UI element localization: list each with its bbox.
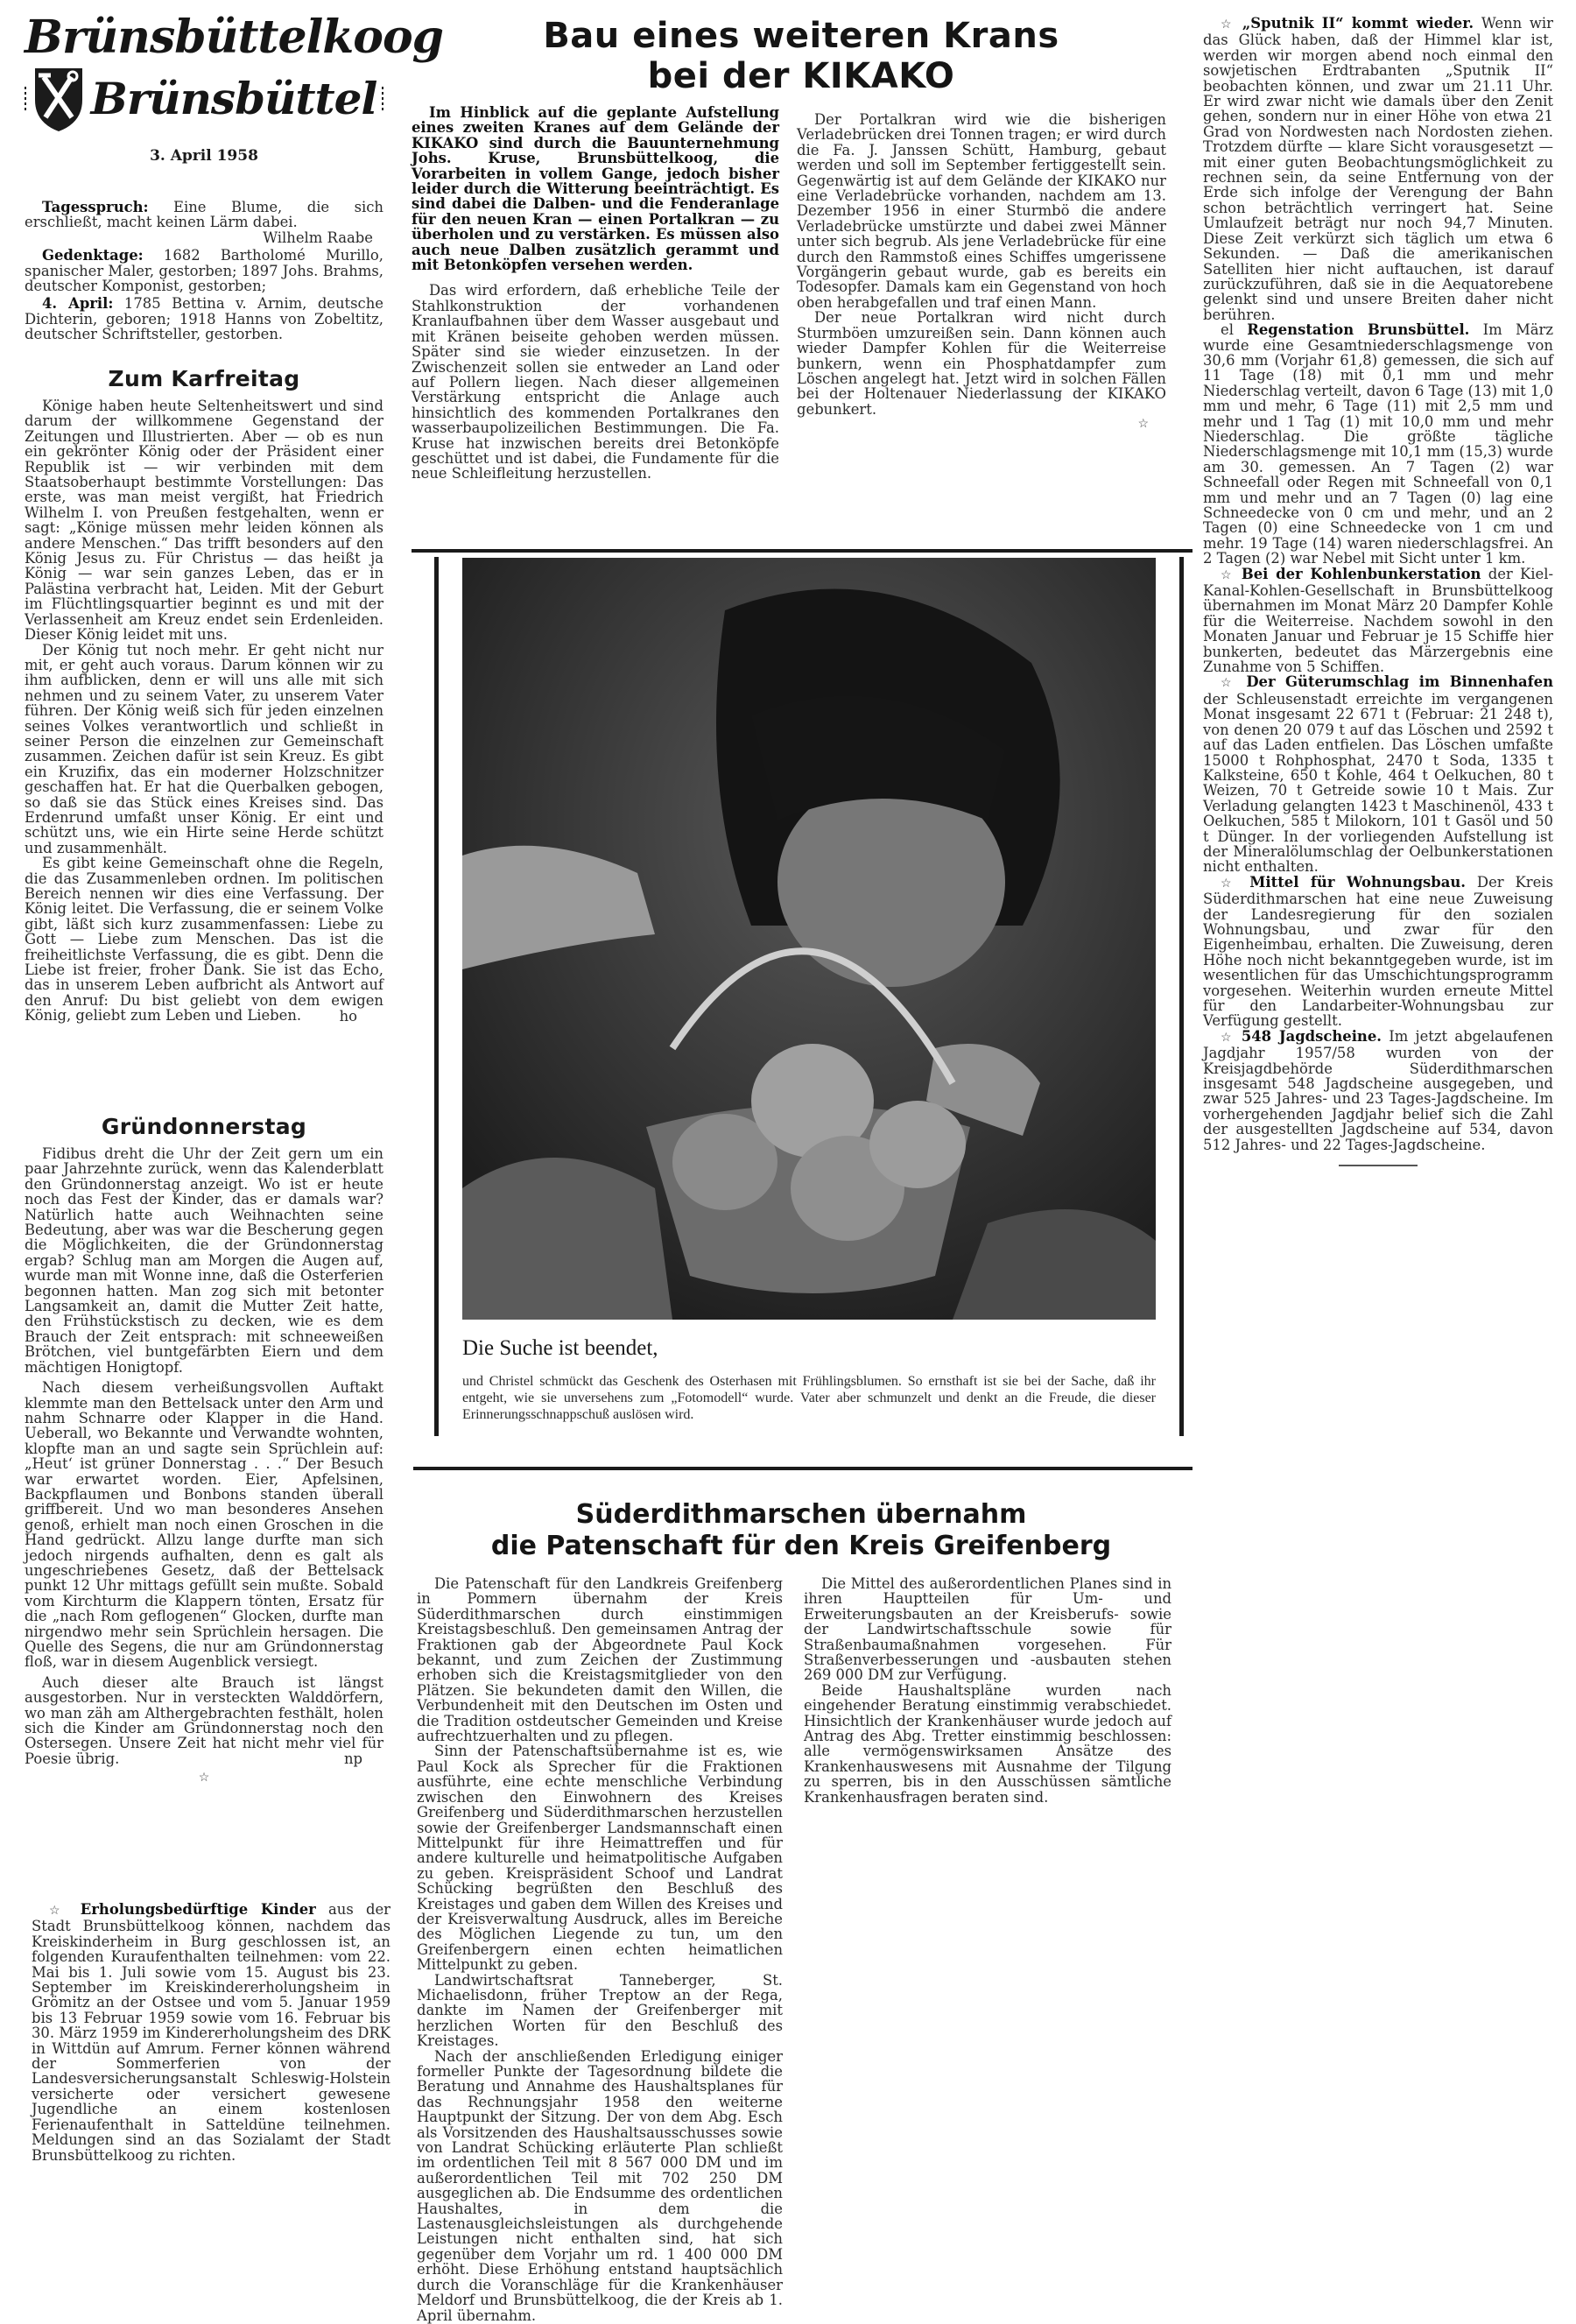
paragraph: Die Mittel des außerordentlichen Planes sind in ihren Hauptteilen für Um- und Erweiterungsbauten an der Kreisberufs- sowie der Landwirtschaftsschule sowie für Straßenbaumaßnahmen vorgesehen. Für Straßenverbesserungen und -ausbauten stehen 269 000 DM zur Verfügung. [804, 1575, 1171, 1684]
article-patenschaft [412, 1499, 1191, 1562]
paragraph: Der König tut noch mehr. Er geht nicht nur mit, er geht auch voraus. Darum können wir zu ihm aufblicken, denn er will uns alle mit sich nehmen und zu seinem Vater, zu unserem Vater führen. Der König weiß sich für jeden einzelnen seines Volkes verantwortlich und schließt in seiner Person die einzelnen zur Gemeinschaft zusammen. Zeichen dafür ist sein Kreuz. Es gibt ein Kruzifix, das ein moderner Holzschnitzer geschaffen hat. Er hat die Querbalken gebogen, so daß sie das Stück eines Kreises sind. Das Erdenrund umfaßt unser König. Er eint und schützt uns, wie ein Hirte seine Herde schützt und zusammenhält. [25, 641, 383, 856]
news-regen [1203, 322, 1553, 567]
jagd-lead: 548 Jagdscheine. [1241, 1027, 1382, 1045]
masthead-title-brunsbuettelkoog: Brünsbüttelkoog [25, 11, 444, 64]
end-rule [1339, 1165, 1418, 1166]
gedenktage-text: 1682 Bartholomé Murillo, spanischer Maler, gestorben; 1897 Johs. Brahms, deutscher Komponist, gestorben; [25, 247, 383, 295]
paragraph: Auch dieser alte Brauch ist längst ausgestorben. Nur in versteckten Walddörfern, wo man zäh am Althergebrachten festhält, holen sich die Kinder am Gründonnerstag noch den Ostersegen. Unsere Zeit hat nicht mehr viel für Poesie übrig. [25, 1673, 383, 1767]
issue-date: 3. April 1958 [150, 147, 258, 165]
kran-lead: Im Hinblick auf die geplante Aufstellung eines zweiten Kranes auf dem Gelände der KIKAKO sind durch die Bauunternehmung Johs. Kruse, Brunsbüttelkoog, die Vorarbeiten in vollem Gange, jedoch bisher leider durch die Witterung beeinträchtigt. Es sind dabei die Dalben- und die Fenderanlage für den neuen Kran — einen Portalkran — zu überholen und zu verstärken. Es müssen also auch neue Dalben zusätzlich gerammt und mit Betonköpfen versehen werden. [412, 104, 779, 274]
kran-col-1 [412, 105, 779, 482]
mittel-text: Der Kreis Süderdithmarschen hat eine neue Zuweisung der Landesregierung für den sozialen Wohnungsbau, und zwar für den Eigenheimbau, erhalten. Die Zuweisung, deren Höhe noch nicht bekanntgegeben wurde, ist im wesentlichen für das Umschichtungsprogramm vorgesehen. Weiterhin wurden erneute Mittel für den Landarbeiter-Wohnungsbau zur Verfügung gestellt. [1203, 873, 1553, 1030]
regen-lead: Regenstation Brunsbüttel. [1247, 321, 1470, 339]
banner-ribbon-right [382, 87, 383, 111]
tagesspruch-text: Eine Blume, die sich erschließt, macht keinen Lärm dabei. [25, 199, 383, 231]
tagesspruch-label: Tagesspruch: [42, 199, 149, 215]
tagesspruch-author: Wilhelm Raabe [263, 229, 373, 246]
paragraph: Der Portalkran wird wie die bisherigen Verladebrücken drei Tonnen tragen; er wird durch die Fa. J. Janssen Schütt, Hamburg, gebaut werden und soll im September fertiggestellt sein. Gegenwärtig ist auf dem Gelände der KIKAKO nur eine Verladebrücke vorhanden, nachdem am 13. Dezember 1956 in einer Sturmbö die andere Verladebrücke umstürzte und dabei zwei Männer unter sich begrub. Als jene Verladebrücke für eine durch den Rammstoß eines Schiffes umgerissene Vorgängerin gebaut wurde, gab es bereits ein Todesopfer. Damals kam ein Gegenstand von hoch oben herabgefallen und traf einen Mann. [797, 111, 1166, 311]
news-kohlen [1203, 567, 1553, 675]
headline-paten-line2: die Patenschaft für den Kreis Greifenberg [490, 1531, 1112, 1561]
article-kran [412, 16, 1191, 96]
paragraph: Nach diesem verheißungsvollen Auftakt klemmte man den Bettelsack unter den Arm und nahm Schnarre oder Klapper in die Hand. Ueberall, wo Bekannte und Verwandte wohnten, klopfte man an und sagte sein Sprüchlein auf: „Heut‘ ist grüner Donnerstag . . .“ Der Besuch war erwartet worden. Eier, Apfelsinen, Backpflaumen und Bonbons standen überall griffbereit. Und wo man besonderes Ansehen genoß, erhielt man noch einen Groschen in die Hand gedrückt. Allzu lange durfte man sich jedoch nirgends aufhalten, denn es galt als ungeschriebenes Gesetz, daß der Bettelsack punkt 12 Uhr mittags gefüllt sein mußte. Sobald vom Kirchturm die Klappern tönten, Ersatz für die „nach Rom geflogenen“ Glocken, durfte man nirgendwo mehr sein Sprüchlein hersagen. Die Quelle des Segens, die nur am Gründonnerstag floß, war in diesem Augenblick versiegt. [25, 1379, 383, 1671]
paragraph: Beide Haushaltspläne wurden nach eingehender Beratung einstimmig verabschiedet. Hinsichtlich der Krankenhäuser wurde jedoch auf Antrag des Abg. Tretter einstimmig beschlossen: alle vermögenswirksamen Ansätze des Krankenhauswesens mit Ausnahme der Tilgung zu sperren, bis in den Ausschüssen sämtliche Krankenhausfragen beraten sind. [804, 1681, 1171, 1806]
masthead [25, 11, 444, 165]
erholung-text: aus der Stadt Brunsbüttelkoog können, nachdem das Kreiskinderheim in Burg geschlossen ist, an folgenden Kuraufenthalten teilnehmen: vom 22. Mai bis 1. Juli sowie vom 15. August bis 23. September im Kreiskindererholungsheim in Grömitz an der Ostsee und vom 5. Januar 1959 bis 13 Februar 1959 sowie vom 16. Februar bis 30. März 1959 im Kindererholungsheim des DRK in Wittdün auf Amrum. Ferner können während der Sommerferien von der Landesversicherungsanstalt Schleswig-Holstein versicherte oder versichert gewesene Jugendliche an einem kostenlosen Ferienaufenthalt in Satteldüne teilnehmen. Meldungen sind an das Sozialamt der Stadt Brunsbüttelkoog zu richten. [32, 1901, 390, 2164]
star-icon: ☆ [1221, 18, 1235, 32]
paragraph: Nach der anschließenden Erledigung einiger formeller Punkte der Tagesordnung bildete die Beratung und Annahme des Haushaltsplanes für das Rechnungsjahr 1958 den weiterne Hauptpunkt der Sitzung. Der von dem Abg. Esch als Vorsitzenden des Haushaltsausschusses sowie von Landrat Schücking erläuterte Plan schließt im ordentlichen Teil mit 8 567 000 DM und im außerordentlichen Teil mit 702 250 DM ausgeglichen ab. Die Endsumme des ordentlichen Haushaltes, in dem die Lastenausgleichsleistungen als durchgehende Leistungen nicht enthalten sind, hat sich gegenüber dem Vorjahr um rd. 1 400 000 DM erhöht. Diese Erhöhung entstand hauptsächlich durch die Voranschläge für die Krankenhäuser Meldorf und Brunsbüttelkoog, die der Kreis ab 1. April übernahm. [417, 2047, 783, 2324]
masthead-title-brunsbuettel: Brünsbüttel [90, 73, 377, 124]
regen-text: Im März wurde eine Gesamtniederschlagsmenge von 30,6 mm (Vorjahr 61,8) gemessen, die sich auf 11 Tage (18) mit 0,1 mm und mehr Niederschlag verteilt, davon 6 Tage (13) mit 1,0 mm und mehr, 6 Tage (11) mit 2,5 mm und mehr und 1 Tag (1) mit 10,0 mm und mehr Niederschlag. Die größte tägliche Niederschlagsmenge mit 10,1 mm (15,3) wurde am 30. gemessen. An 7 Tagen (2) war Schneefall oder Regen mit Schneefall von 0,1 mm und mehr und an 7 Tagen (0) lag eine Schneedecke von 0 cm und mehr, und an 2 Tagen (0) eine Schneedecke von 1 cm und mehr. 19 Tage (14) waren niederschlagsfrei. An 2 Tagen (2) war Nebel mit Sicht unter 1 km. [1203, 321, 1553, 567]
headline-karfreitag: Zum Karfreitag [108, 366, 300, 391]
star-icon: ☆ [1221, 676, 1237, 691]
photo-caption [462, 1336, 1156, 1423]
regen-prefix: el [1221, 321, 1248, 339]
headline-kran-line2: bei der KIKAKO [647, 56, 955, 96]
star-icon: ☆ [1221, 876, 1239, 891]
erholung-lead: Erholungsbedürftige Kinder [80, 1901, 316, 1918]
kran-col-2 [797, 112, 1166, 433]
gueter-lead: Der Güterumschlag im Binnenhafen [1246, 673, 1553, 691]
headline-paten-line1: Süderdithmarschen übernahm [575, 1499, 1027, 1530]
paragraph: Landwirtschaftsrat Tanneberger, St. Michaelisdonn, früher Treptow an der Rega, dankte im Namen der Greifenberger mit herzlichen Worten für den Beschluß des Kreistages. [417, 1971, 783, 2050]
star-icon: ☆ [49, 1904, 68, 1918]
mittel-lead: Mittel für Wohnungsbau. [1249, 873, 1466, 891]
april-label: 4. April: [42, 295, 114, 313]
kohlen-text: der Kiel-Kanal-Kohlen-Gesellschaft in Brunsbüttelkoog übernahmen im Monat März 20 Dampfer Kohle für die Weiterreise. Nachdem sowohl in den Monaten Januar und Februar je 15 Schiffe hier bunkerten, bedeutet das Märzergebnis eine Zunahme von 5 Schiffen. [1203, 565, 1553, 676]
kohlen-lead: Bei der Kohlenbunkerstation [1241, 565, 1481, 582]
headline-kran-line1: Bau eines weiteren Krans [543, 16, 1059, 56]
photo-image [462, 558, 1156, 1320]
article-erholung [32, 1902, 390, 2163]
gedenktage-label: Gedenktage: [42, 247, 144, 264]
sputnik-text: Wenn wir das Glück haben, daß der Himmel klar ist, werden wir morgen abend noch einmal den sowjetischen Erdtrabanten „Sputnik II“ beobachten können, und zwar um 21.11 Uhr. Er wird zwar nicht wie damals über den Zenit gehen, sondern nur in einer Höhe von etwa 21 Grad von Nordwesten nach Nordosten ziehen. Trotzdem dürfte — klare Sicht vorausgesetzt — mit einer guten Beobachtungsmöglichkeit zu rechnen sein, da seine Entfernung von der Erde sich infolge der Verengung der Bahn schon beträchtlich verringert hat. Seine Umlaufzeit beträgt nur noch 94,7 Minuten. Diese Zeit verkürzt sich täglich um etwa 6 Sekunden. — Daß die amerikanischen Satelliten hier nicht auftauchen, ist darauf zurückzuführen, daß sie in die Aequatorebene gelenkt sind und unsere Breiten daher nicht berühren. [1203, 15, 1553, 323]
paragraph: Das wird erfordern, daß erhebliche Teile der Stahlkonstruktion der vorhandenen Kranlaufbahnen über dem Wasser ausgebaut und mit Kränen beiseite gehoben werden müssen. Später sind sie wieder einzusetzen. In der Zwischenzeit sollen sie entweder an Land oder auf Pollern liegen. Nach dieser allgemeinen Verstärkung entspricht die Anlage auch hinsichtlich des kommenden Portalkranes den wasserbaupolizeilichen Bestimmungen. Die Fa. Kruse hat inzwischen bereits drei Betonköpfe geschüttet und ist dabei, die Fundamente für die neue Schleifleitung herzustellen. [412, 282, 779, 482]
star-ornament-icon: ☆ [198, 1770, 210, 1785]
star-icon: ☆ [1221, 1030, 1235, 1045]
news-sputnik [1203, 16, 1553, 322]
article-karfreitag [25, 366, 383, 1024]
sputnik-lead: „Sputnik II“ kommt wieder. [1242, 15, 1474, 32]
star-ornament-icon: ☆ [1137, 417, 1149, 432]
paragraph: Es gibt keine Gemeinschaft ohne die Regeln, die das Zusammenleben ordnen. Im politischen Bereich nennen wir dies eine Verfassung. Der König leitet. Die Verfassung, die er seinem Volke gibt, läßt sich kurz zusammenfassen: Liebe zu Gott — Liebe zum Menschen. Das ist die freiheitlichste Verfassung, die es gibt. Denn die Liebe ist freier, froher Dank. Sie ist das Echo, das in unserem Leben aufbricht als Antwort auf den Anruf: Du bist geliebt von dem ewigen König, geliebt zum Leben und Lieben. [25, 855, 383, 1025]
star-icon: ☆ [1221, 567, 1235, 582]
news-jagd [1203, 1029, 1553, 1152]
paragraph: Die Patenschaft für den Landkreis Greifenberg in Pommern übernahm der Kreis Süderdithmarschen durch einstimmigen Kreistagsbeschluß. Den gemeinsamen Antrag der Fraktionen gab der Abgeordnete Paul Kock bekannt, und zum Zeichen der Zustimmung erhoben sich die Kreistagsmitglieder von den Plätzen. Sie bekundeten damit den Willen, die Verbundenheit mit den Deutschen im Osten und die Tradition ostdeutscher Gemeinden und Kreise aufrechtzuerhalten und zu pflegen. [417, 1575, 783, 1745]
caption-text: und Christel schmückt das Geschenk des Osterhasen mit Frühlingsblumen. So ernsthaft ist sie bei der Sache, daß ihr entgeht, wie sie unversehens zum „Fotomodell“ wurde. Vater aber schmunzelt und denkt an die Freude, die dieser Erinnerungsschnappschuß auslösen wird. [462, 1374, 1156, 1422]
paten-col-1 [417, 1575, 783, 2324]
daily-info [25, 200, 383, 342]
paragraph: Sinn der Patenschaftsübernahme ist es, wie Paul Kock als Sprecher für die Fraktionen ausführte, eine echte menschliche Verbindung zwischen den Einwohnern des Kreises Greifenberg und Süderdithmarschen herzustellen sowie der Greifenberger Landsmannschaft einen Mittelpunkt für ihre Heimattreffen und für andere kulturelle und heimatpolitische Aufgaben zu geben. Kreispräsident Schoof und Landrat Schücking begrüßten den Beschluß des Kreistages und gaben dem Willen des Kreises und der Kreisverwaltung Ausdruck, alles im Bereiche des Möglichen Liegende zu tun, um den Greifenbergern einen echten heimatlichen Mittelpunkt zu geben. [417, 1743, 783, 1974]
april-text: 1785 Bettina v. Arnim, deutsche Dichterin, geboren; 1918 Hanns von Zobeltitz, deutscher Schriftsteller, gestorben. [25, 295, 383, 343]
news-column [1203, 16, 1553, 1166]
paragraph: Fidibus dreht die Uhr der Zeit gern um ein paar Jahrzehnte zurück, wenn das Kalenderblatt den Gründonnerstag anzeigt. Wo ist er heute noch das Fest der Kinder, das er damals war? Natürlich hatte auch Weihnachten seine Bedeutung, aber was war die Bescherung gegen die Möglichkeiten, die der Gründonnerstag ergab? Schlug man am Morgen die Augen auf, wurde man mit Wonne inne, daß die Osterferien begonnen hatten. Man zog sich mit betonter Langsamkeit an, damit die Mutter Zeit hatte, den Frühstückstisch zu decken, wie es dem Brauch der Zeit entsprach: mit schneeweißen Brötchen, viel buntgefärbten Eiern und dem mächtigen Honigtopf. [25, 1145, 383, 1376]
paten-col-2 [804, 1576, 1171, 1805]
divider-rule [413, 1467, 1193, 1470]
headline-gruendonnerstag: Gründonnerstag [101, 1114, 307, 1139]
paragraph: Der neue Portalkran wird nicht durch Sturmböen umzureißen sein. Dann können auch wieder Dampfer Kohlen für die Weiterreise bunkern, wenn ein Phosphatdampfer zum Löschen angelegt hat. Jetzt wird in solchen Fällen bei der Holtenauer Niederlassung der KIKAKO gebunkert. [797, 309, 1166, 418]
article-gruendonnerstag [25, 1114, 383, 1785]
jagd-text: Im jetzt abgelaufenen Jagdjahr 1957/58 wurden von der Kreisjagdbehörde Süderdithmarschen insgesamt 548 Jagdscheine ausgegeben, und zwar 525 Jahres- und 23 Tages-Jagdscheine. Im vorhergehenden Jagdjahr belief sich die Zahl der ausgestellten Jagdscheine auf 534, davon 512 Jahres- und 22 Tages-Jagdscheine. [1203, 1027, 1553, 1153]
news-gueter [1203, 674, 1553, 874]
caption-headline: Die Suche ist beendet, [462, 1336, 658, 1360]
paragraph: Könige haben heute Seltenheitswert und sind darum der willkommene Gegenstand der Zeitungen und Illustrierten. Aber — ob es nun ein gekrönter König oder der Präsident einer Republik ist — wir verbinden mit dem Staatsoberhaupt bestimmte Vorstellungen: Das erste, was man meist vergißt, hat Friedrich Wilhelm I. von Preußen festgehalten, wenn er sagt: „Könige müssen mehr leiden können als andere Menschen.“ Das trifft besonders auf den König Jesus zu. Für Christus — das heißt ja König — war sein ganzes Leben, das er in Palästina verbracht hat, Leiden. Mit der Geburt im Flüchtlingsquartier beginnt es und mit der Verlassenheit am Kreuz endet sein Erdenleiden. Dieser König leidet mit uns. [25, 398, 383, 644]
banner-ribbon-left [25, 87, 26, 111]
author-sign: ho [339, 1007, 357, 1025]
coat-of-arms-icon [32, 65, 86, 133]
gueter-text: der Schleusenstadt erreichte im vergangenen Monat insgesamt 22 671 t (Februar: 21 248 t), von denen 20 079 t auf das Löschen und 2592 t auf das Laden entfielen. Das Löschen umfaßte 15000 t Rohphosphat, 2470 t Soda, 1335 t Kalksteine, 650 t Kohle, 464 t Oelkuchen, 80 t Weizen, 70 t Getreide sowie 10 t Mais. Zur Verladung gelangten 1423 t Maschinenöl, 433 t Oelkuchen, 585 t Milokorn, 101 t Gasöl und 50 t Dünger. In der vorliegenden Aufstellung ist der Mineralölumschlag der Oelbunkerstationen nicht enthalten. [1203, 690, 1553, 876]
author-sign: np [343, 1750, 362, 1768]
news-mittel [1203, 875, 1553, 1029]
divider-rule [412, 549, 1193, 553]
photo-child-easter-basket [462, 558, 1156, 1320]
